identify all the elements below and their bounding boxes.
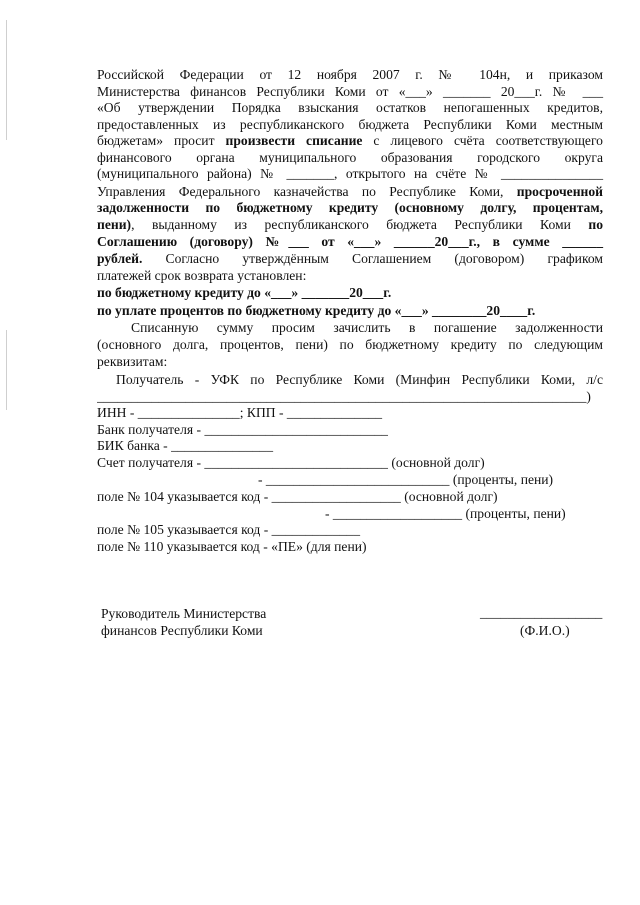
text-line: [97, 216, 603, 233]
text-line: финансового органа муниципального образования городского округа: [97, 150, 603, 165]
scan-edge-mark: [6, 20, 7, 140]
bik-line: БИК банка - _______________: [97, 438, 274, 453]
signatory-title-line2: финансов Республики Коми: [101, 623, 263, 638]
text-line: [97, 233, 603, 250]
text-line: предоставленных из республиканского бюджета Республики Коми местным: [97, 117, 603, 132]
signatory-title-line1: Руководитель Министерства: [101, 606, 267, 621]
text-fragment: бюджетам» просит: [97, 133, 226, 148]
recipient-account-line: ________________________________________________________________________): [97, 389, 591, 404]
field110-line: поле № 110 указывается код - «ПЕ» (для пени): [97, 539, 367, 554]
field104-main-line: поле № 104 указывается код - ___________________ (основной долг): [97, 489, 498, 504]
text-fragment: Согласно утверждённым Соглашением (договором) графиком: [142, 251, 603, 266]
text-fragment-bold: по бюджетному кредиту до «___» _______20___г.: [97, 285, 392, 300]
fio-label: (Ф.И.О.): [520, 623, 570, 638]
bank-line: Банк получателя - ___________________________: [97, 422, 388, 437]
text-line: [97, 250, 603, 267]
text-fragment-bold: пени): [97, 217, 132, 232]
scan-edge-mark: [6, 330, 7, 410]
text-line: [97, 132, 603, 149]
text-line: [97, 302, 603, 319]
text-line: платежей срок возврата установлен:: [97, 268, 307, 283]
text-line: (муниципального района) № _______, открытого на счёте № _______________: [97, 166, 603, 181]
text-fragment-bold: рублей.: [97, 251, 143, 266]
text-fragment-bold: просроченной: [516, 184, 603, 199]
text-line: [97, 183, 603, 200]
text-fragment-bold: по: [588, 217, 603, 232]
text-fragment-bold: Соглашению (договору) №___ от «___» ______20___г., в сумме ______: [97, 234, 603, 249]
text-fragment: с лицевого счёта соответствующего: [362, 133, 603, 148]
text-line: [97, 199, 603, 216]
text-fragment: Управления Федерального казначейства по Республике Коми,: [97, 184, 517, 199]
account-interest-line: - ___________________________ (проценты, пени): [258, 472, 554, 487]
inn-kpp-line: ИНН - _______________; КПП - ______________: [97, 405, 383, 420]
recipient-line: Получатель - УФК по Республике Коми (Минфин Республики Коми, л/с: [116, 372, 603, 387]
text-line: [97, 284, 603, 301]
text-line: Министерства финансов Республики Коми от «___» _______ 20___г. № ___: [97, 84, 603, 99]
text-fragment-bold: задолженности по бюджетному кредиту (основному долгу, процентам,: [97, 200, 603, 215]
text-line: Российской Федерации от 12 ноября 2007 г. № 104н, и приказом: [97, 67, 603, 82]
text-line: Списанную сумму просим зачислить в погашение задолженности: [131, 320, 603, 335]
text-fragment: , выданному из республиканского бюджета Республики Коми: [131, 217, 589, 232]
text-line: (основного долга, процентов, пени) по бюджетному кредиту по следующим: [97, 337, 603, 352]
account-main-line: Счет получателя - ___________________________ (основной долг): [97, 455, 485, 470]
text-line: реквизитам:: [97, 354, 168, 369]
text-fragment-bold: по уплате процентов по бюджетному кредиту до «___» ________20____г.: [97, 303, 536, 318]
field104-interest-line: - ___________________ (проценты, пени): [325, 506, 566, 521]
text-line: «Об утверждении Порядка взыскания остатков непогашенных кредитов,: [97, 100, 603, 115]
field105-line: поле № 105 указывается код - _____________: [97, 522, 361, 537]
text-fragment-bold: произвести списание: [225, 133, 363, 148]
signature-line: __________________: [480, 605, 603, 620]
